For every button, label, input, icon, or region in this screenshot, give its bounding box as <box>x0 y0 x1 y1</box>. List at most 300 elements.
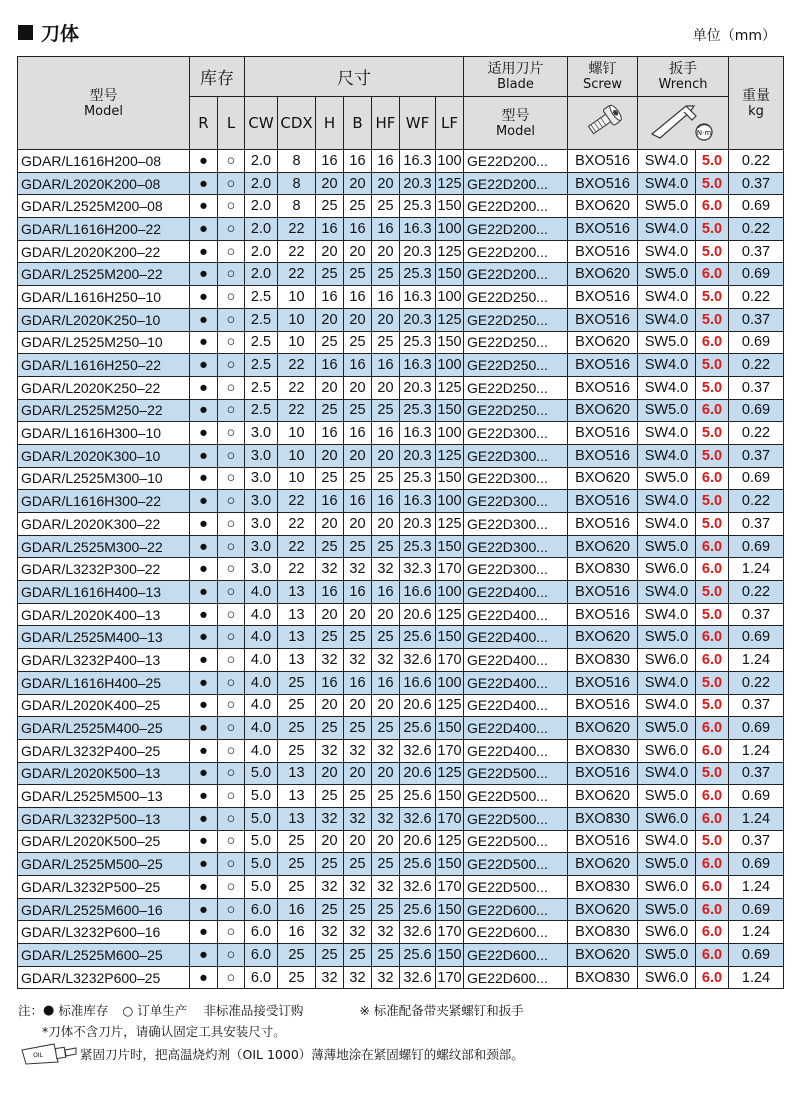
lf-cell: 170 <box>436 807 464 830</box>
cw-cell: 5.0 <box>245 785 278 808</box>
hf-cell: 32 <box>372 807 400 830</box>
stock-r-cell: ● <box>190 444 218 467</box>
col-lf: LF <box>436 97 464 150</box>
blade-cell: GE22D300... <box>464 490 568 513</box>
model-cell: GDAR/L1616H200–08 <box>18 150 190 173</box>
weight-cell: 0.22 <box>729 354 784 377</box>
wf-cell: 20.3 <box>400 376 436 399</box>
wf-cell: 16.3 <box>400 422 436 445</box>
stock-l-cell: ○ <box>218 535 245 558</box>
wrench-cell: SW5.0 <box>638 399 696 422</box>
stock-r-cell: ● <box>190 649 218 672</box>
torque-cell: 5.0 <box>696 603 729 626</box>
torque-cell: 5.0 <box>696 762 729 785</box>
h-cell: 20 <box>316 172 344 195</box>
blade-cell: GE22D400... <box>464 603 568 626</box>
table-row <box>18 876 784 899</box>
table-row <box>18 558 784 581</box>
table-row <box>18 581 784 604</box>
h-cell: 25 <box>316 399 344 422</box>
wf-cell: 20.3 <box>400 308 436 331</box>
stock-r-cell: ● <box>190 853 218 876</box>
torque-cell: 5.0 <box>696 422 729 445</box>
table-row <box>18 921 784 944</box>
b-cell: 16 <box>344 581 372 604</box>
torque-cell: 5.0 <box>696 671 729 694</box>
cw-cell: 4.0 <box>245 603 278 626</box>
model-cell: GDAR/L2525M600–25 <box>18 944 190 967</box>
blade-cell: GE22D300... <box>464 444 568 467</box>
col-screw-icon <box>568 97 638 150</box>
torque-cell: 6.0 <box>696 717 729 740</box>
b-cell: 25 <box>344 535 372 558</box>
wf-cell: 25.3 <box>400 263 436 286</box>
stock-r-cell: ● <box>190 535 218 558</box>
table-row <box>18 626 784 649</box>
weight-cell: 0.37 <box>729 308 784 331</box>
screw-cell: BXO830 <box>568 921 638 944</box>
weight-cn: 重量 <box>742 87 771 104</box>
wf-cell: 25.6 <box>400 785 436 808</box>
stock-l-cell: ○ <box>218 286 245 309</box>
weight-cell: 0.69 <box>729 898 784 921</box>
cdx-cell: 22 <box>278 263 316 286</box>
cw-cell: 5.0 <box>245 876 278 899</box>
b-cell: 16 <box>344 218 372 241</box>
cdx-cell: 22 <box>278 513 316 536</box>
cw-cell: 4.0 <box>245 626 278 649</box>
cw-cell: 2.5 <box>245 286 278 309</box>
lf-cell: 150 <box>436 898 464 921</box>
stock-r-cell: ● <box>190 354 218 377</box>
blade-cell: GE22D200... <box>464 172 568 195</box>
weight-cell: 0.37 <box>729 172 784 195</box>
table-row <box>18 603 784 626</box>
wf-cell: 25.6 <box>400 944 436 967</box>
blade-cell: GE22D400... <box>464 717 568 740</box>
screw-cell: BXO830 <box>568 558 638 581</box>
table-row <box>18 853 784 876</box>
oil-tube-icon <box>18 1042 78 1066</box>
weight-cell: 0.37 <box>729 830 784 853</box>
cw-cell: 2.5 <box>245 354 278 377</box>
torque-cell: 5.0 <box>696 240 729 263</box>
stock-l-cell: ○ <box>218 966 245 989</box>
table-row <box>18 490 784 513</box>
screw-cell: BXO516 <box>568 581 638 604</box>
stock-r-cell: ● <box>190 467 218 490</box>
cdx-cell: 8 <box>278 150 316 173</box>
b-cell: 25 <box>344 717 372 740</box>
hf-cell: 25 <box>372 195 400 218</box>
wrench-cell: SW4.0 <box>638 172 696 195</box>
hf-cell: 25 <box>372 944 400 967</box>
cdx-cell: 25 <box>278 853 316 876</box>
h-cell: 20 <box>316 240 344 263</box>
stock-r-cell: ● <box>190 898 218 921</box>
stock-r-cell: ● <box>190 513 218 536</box>
table-row <box>18 898 784 921</box>
stock-r-cell: ● <box>190 286 218 309</box>
wf-cell: 25.3 <box>400 195 436 218</box>
cdx-cell: 13 <box>278 581 316 604</box>
model-cell: GDAR/L2525M400–25 <box>18 717 190 740</box>
stock-r-cell: ● <box>190 966 218 989</box>
h-cell: 32 <box>316 876 344 899</box>
col-wrench-header <box>638 57 729 97</box>
col-dims-header: 尺寸 <box>245 57 464 97</box>
blade-cell: GE22D250... <box>464 376 568 399</box>
table-row <box>18 944 784 967</box>
torque-cell: 5.0 <box>696 490 729 513</box>
model-cell: GDAR/L1616H400–25 <box>18 671 190 694</box>
wrench-cell: SW6.0 <box>638 966 696 989</box>
lf-cell: 170 <box>436 921 464 944</box>
wrench-cell: SW5.0 <box>638 785 696 808</box>
stock-l-cell: ○ <box>218 308 245 331</box>
table-row <box>18 240 784 263</box>
model-cell: GDAR/L3232P600–25 <box>18 966 190 989</box>
wf-cell: 16.3 <box>400 490 436 513</box>
hf-cell: 16 <box>372 671 400 694</box>
lf-cell: 150 <box>436 626 464 649</box>
table-row <box>18 513 784 536</box>
col-stock-r: R <box>190 97 218 150</box>
table-row <box>18 376 784 399</box>
wrench-cell: SW4.0 <box>638 308 696 331</box>
stock-l-cell: ○ <box>218 603 245 626</box>
col-stock-l: L <box>218 97 245 150</box>
h-cell: 25 <box>316 853 344 876</box>
blade-cell: GE22D500... <box>464 876 568 899</box>
cw-cell: 6.0 <box>245 944 278 967</box>
torque-cell: 6.0 <box>696 535 729 558</box>
lf-cell: 150 <box>436 944 464 967</box>
model-cell: GDAR/L3232P500–13 <box>18 807 190 830</box>
b-cell: 25 <box>344 399 372 422</box>
wf-cell: 32.3 <box>400 558 436 581</box>
cw-cell: 2.0 <box>245 263 278 286</box>
wrench-cell: SW4.0 <box>638 581 696 604</box>
weight-cell: 0.37 <box>729 240 784 263</box>
stock-r-cell: ● <box>190 172 218 195</box>
stock-r-cell: ● <box>190 603 218 626</box>
blade-cell: GE22D500... <box>464 853 568 876</box>
weight-cell: 1.24 <box>729 876 784 899</box>
table-row <box>18 649 784 672</box>
wf-cell: 20.6 <box>400 694 436 717</box>
lf-cell: 125 <box>436 172 464 195</box>
model-cell: GDAR/L2020K300–22 <box>18 513 190 536</box>
cw-cell: 4.0 <box>245 671 278 694</box>
cw-cell: 3.0 <box>245 535 278 558</box>
hf-cell: 25 <box>372 535 400 558</box>
table-row <box>18 354 784 377</box>
wf-cell: 32.6 <box>400 649 436 672</box>
torque-cell: 6.0 <box>696 195 729 218</box>
wrench-cell: SW6.0 <box>638 558 696 581</box>
wrench-cell: SW6.0 <box>638 739 696 762</box>
b-cell: 20 <box>344 762 372 785</box>
stock-r-cell: ● <box>190 626 218 649</box>
stock-r-cell: ● <box>190 558 218 581</box>
cdx-cell: 13 <box>278 649 316 672</box>
h-cell: 25 <box>316 717 344 740</box>
stock-l-cell: ○ <box>218 399 245 422</box>
wf-cell: 16.3 <box>400 150 436 173</box>
blade-cell: GE22D600... <box>464 944 568 967</box>
b-cell: 32 <box>344 558 372 581</box>
wf-cell: 32.6 <box>400 876 436 899</box>
wrench-en: Wrench <box>658 77 708 92</box>
cdx-cell: 13 <box>278 762 316 785</box>
model-cell: GDAR/L1616H200–22 <box>18 218 190 241</box>
h-cell: 20 <box>316 513 344 536</box>
screw-cell: BXO516 <box>568 354 638 377</box>
stock-l-cell: ○ <box>218 422 245 445</box>
lf-cell: 150 <box>436 263 464 286</box>
weight-cell: 0.37 <box>729 762 784 785</box>
stock-r-cell: ● <box>190 876 218 899</box>
lf-cell: 125 <box>436 762 464 785</box>
hf-cell: 32 <box>372 921 400 944</box>
lf-cell: 125 <box>436 694 464 717</box>
stock-r-cell: ● <box>190 399 218 422</box>
b-cell: 25 <box>344 944 372 967</box>
stock-r-cell: ● <box>190 717 218 740</box>
screw-cell: BXO516 <box>568 218 638 241</box>
model-cell: GDAR/L2020K500–25 <box>18 830 190 853</box>
weight-en: kg <box>748 103 764 119</box>
lf-cell: 125 <box>436 240 464 263</box>
stock-r-cell: ● <box>190 331 218 354</box>
h-cell: 16 <box>316 422 344 445</box>
h-cell: 25 <box>316 626 344 649</box>
weight-cell: 0.69 <box>729 535 784 558</box>
table-row <box>18 966 784 989</box>
h-cell: 25 <box>316 785 344 808</box>
blade-cell: GE22D250... <box>464 308 568 331</box>
model-en: Model <box>83 103 124 119</box>
stock-r-cell: ● <box>190 944 218 967</box>
model-cell: GDAR/L2525M250–10 <box>18 331 190 354</box>
h-cell: 20 <box>316 308 344 331</box>
cw-cell: 4.0 <box>245 717 278 740</box>
stock-r-cell: ● <box>190 263 218 286</box>
h-cell: 16 <box>316 671 344 694</box>
wf-cell: 20.6 <box>400 603 436 626</box>
model-cell: GDAR/L2020K500–13 <box>18 762 190 785</box>
weight-cell: 0.69 <box>729 331 784 354</box>
wrench-cell: SW4.0 <box>638 286 696 309</box>
stock-r-cell: ● <box>190 739 218 762</box>
torque-cell: 5.0 <box>696 354 729 377</box>
stock-r-cell: ● <box>190 150 218 173</box>
screw-cell: BXO516 <box>568 286 638 309</box>
stock-r-cell: ● <box>190 218 218 241</box>
col-wrench-icon <box>638 97 729 150</box>
weight-cell: 0.22 <box>729 286 784 309</box>
cdx-cell: 25 <box>278 717 316 740</box>
b-cell: 25 <box>344 898 372 921</box>
weight-cell: 1.24 <box>729 649 784 672</box>
torque-cell: 5.0 <box>696 581 729 604</box>
stock-l-cell: ○ <box>218 172 245 195</box>
weight-cell: 0.22 <box>729 150 784 173</box>
weight-cell: 0.22 <box>729 581 784 604</box>
model-cell: GDAR/L1616H300–22 <box>18 490 190 513</box>
table-row <box>18 739 784 762</box>
cdx-cell: 13 <box>278 626 316 649</box>
screw-cell: BXO620 <box>568 535 638 558</box>
lf-cell: 125 <box>436 444 464 467</box>
stock-r-cell: ● <box>190 195 218 218</box>
lf-cell: 170 <box>436 966 464 989</box>
stock-r-cell: ● <box>190 762 218 785</box>
blade-cell: GE22D600... <box>464 966 568 989</box>
cw-cell: 5.0 <box>245 853 278 876</box>
cw-cell: 2.0 <box>245 195 278 218</box>
screw-cell: BXO516 <box>568 422 638 445</box>
cdx-cell: 25 <box>278 830 316 853</box>
blade-cell: GE22D300... <box>464 467 568 490</box>
weight-cell: 0.69 <box>729 195 784 218</box>
screw-cell: BXO620 <box>568 467 638 490</box>
hf-cell: 32 <box>372 966 400 989</box>
model-cell: GDAR/L2525M300–10 <box>18 467 190 490</box>
blade-cell: GE22D400... <box>464 581 568 604</box>
b-cell: 32 <box>344 966 372 989</box>
screw-cell: BXO516 <box>568 172 638 195</box>
screw-cell: BXO620 <box>568 263 638 286</box>
wf-cell: 25.3 <box>400 399 436 422</box>
torque-cell: 5.0 <box>696 286 729 309</box>
cdx-cell: 25 <box>278 966 316 989</box>
cw-cell: 2.0 <box>245 218 278 241</box>
lf-cell: 150 <box>436 195 464 218</box>
stock-l-cell: ○ <box>218 626 245 649</box>
screw-cell: BXO620 <box>568 195 638 218</box>
stock-r-cell: ● <box>190 376 218 399</box>
stock-l-cell: ○ <box>218 467 245 490</box>
oil-note-text: 紧固刀片时，把高温烧灼剂（OIL 1000）薄薄地涂在紧固螺钉的螺纹部和颈部。 <box>80 1046 524 1062</box>
hf-cell: 25 <box>372 399 400 422</box>
wf-cell: 20.3 <box>400 240 436 263</box>
wrench-cell: SW4.0 <box>638 444 696 467</box>
screw-cell: BXO830 <box>568 807 638 830</box>
screw-cell: BXO516 <box>568 444 638 467</box>
table-row <box>18 807 784 830</box>
lf-cell: 100 <box>436 150 464 173</box>
col-b: B <box>344 97 372 150</box>
stock-dot-text: 标准库存 <box>58 1003 109 1018</box>
page-title <box>18 20 79 44</box>
model-cell: GDAR/L2020K400–25 <box>18 694 190 717</box>
h-cell: 25 <box>316 535 344 558</box>
lf-cell: 150 <box>436 853 464 876</box>
spec-table <box>17 56 784 989</box>
model-cell: GDAR/L2525M500–25 <box>18 853 190 876</box>
wrench-cell: SW4.0 <box>638 603 696 626</box>
screw-cell: BXO516 <box>568 694 638 717</box>
wrench-cell: SW4.0 <box>638 490 696 513</box>
wrench-cell: SW5.0 <box>638 853 696 876</box>
h-cell: 16 <box>316 286 344 309</box>
screw-cell: BXO620 <box>568 853 638 876</box>
hf-cell: 20 <box>372 172 400 195</box>
model-cell: GDAR/L1616H250–22 <box>18 354 190 377</box>
model-cell: GDAR/L2020K250–10 <box>18 308 190 331</box>
wf-cell: 25.6 <box>400 717 436 740</box>
wrench-cell: SW5.0 <box>638 535 696 558</box>
model-cell: GDAR/L1616H400–13 <box>18 581 190 604</box>
b-cell: 16 <box>344 490 372 513</box>
blade-model-cn: 型号 <box>501 107 530 124</box>
cw-cell: 5.0 <box>245 762 278 785</box>
weight-cell: 0.22 <box>729 422 784 445</box>
h-cell: 20 <box>316 762 344 785</box>
wrench-cell: SW4.0 <box>638 150 696 173</box>
screw-cn: 螺钉 <box>588 61 617 77</box>
torque-cell: 6.0 <box>696 921 729 944</box>
wf-cell: 25.6 <box>400 898 436 921</box>
cdx-cell: 10 <box>278 308 316 331</box>
lf-cell: 150 <box>436 785 464 808</box>
lf-cell: 125 <box>436 308 464 331</box>
wf-cell: 32.6 <box>400 807 436 830</box>
h-cell: 16 <box>316 150 344 173</box>
table-row <box>18 286 784 309</box>
cw-cell: 4.0 <box>245 649 278 672</box>
page-title-text: 刀体 <box>41 22 80 45</box>
torque-cell: 6.0 <box>696 807 729 830</box>
stock-l-cell: ○ <box>218 195 245 218</box>
model-cell: GDAR/L2020K300–10 <box>18 444 190 467</box>
weight-cell: 0.69 <box>729 399 784 422</box>
hf-cell: 25 <box>372 853 400 876</box>
blade-cell: GE22D400... <box>464 694 568 717</box>
lf-cell: 100 <box>436 671 464 694</box>
weight-cell: 0.69 <box>729 717 784 740</box>
lf-cell: 125 <box>436 513 464 536</box>
cw-cell: 2.5 <box>245 331 278 354</box>
cw-cell: 6.0 <box>245 921 278 944</box>
cdx-cell: 22 <box>278 354 316 377</box>
stock-r-cell: ● <box>190 422 218 445</box>
stock-r-cell: ● <box>190 490 218 513</box>
wrench-cell: SW4.0 <box>638 422 696 445</box>
wrench-cell: SW6.0 <box>638 876 696 899</box>
cdx-cell: 22 <box>278 535 316 558</box>
wf-cell: 16.6 <box>400 581 436 604</box>
wrench-cell: SW4.0 <box>638 694 696 717</box>
stock-r-cell: ● <box>190 694 218 717</box>
table-row <box>18 422 784 445</box>
screw-cell: BXO516 <box>568 376 638 399</box>
cdx-cell: 25 <box>278 739 316 762</box>
screw-cell: BXO620 <box>568 785 638 808</box>
blade-cell: GE22D600... <box>464 898 568 921</box>
lf-cell: 170 <box>436 739 464 762</box>
stock-l-cell: ○ <box>218 762 245 785</box>
stock-dot-symbol: ● <box>43 1003 55 1018</box>
b-cell: 25 <box>344 853 372 876</box>
wrench-cell: SW4.0 <box>638 762 696 785</box>
stock-r-cell: ● <box>190 785 218 808</box>
h-cell: 25 <box>316 195 344 218</box>
weight-cell: 0.37 <box>729 694 784 717</box>
stock-r-cell: ● <box>190 830 218 853</box>
